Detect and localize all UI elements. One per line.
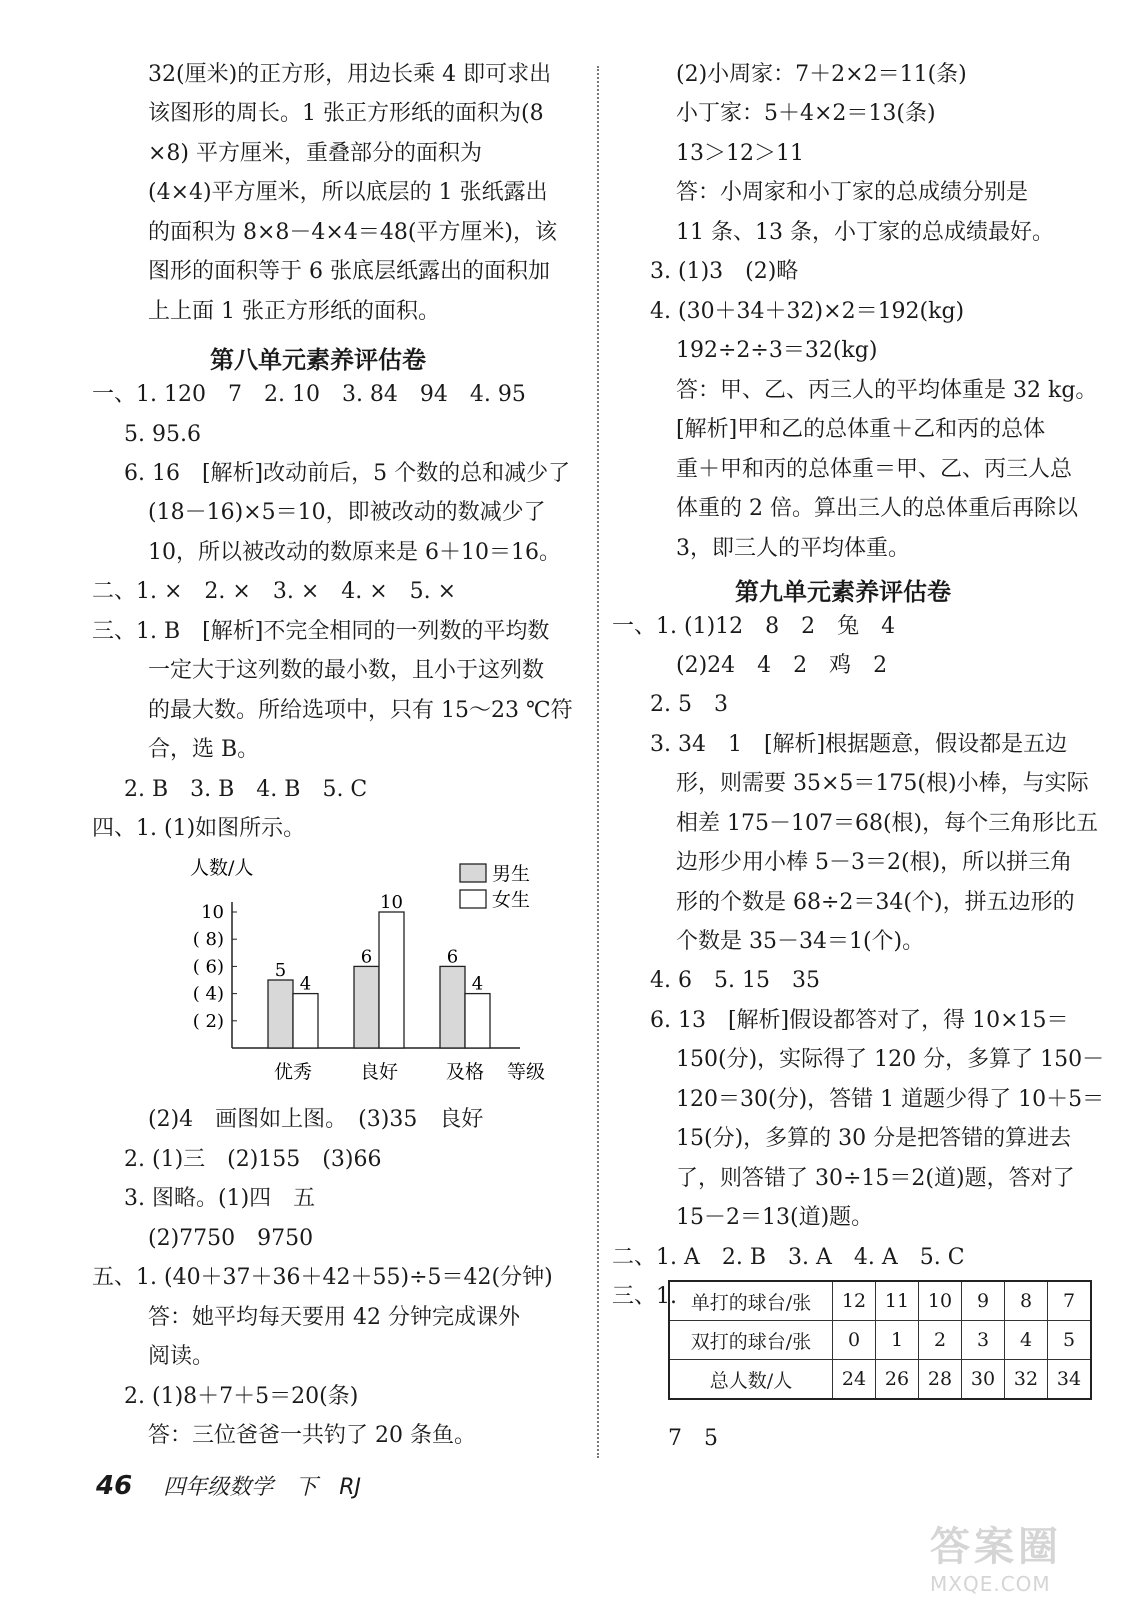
answer-line: 五、1. (40＋37＋36＋42＋55)÷5＝42(分钟) [92, 1265, 553, 1290]
answer-line: (2)24 4 2 鸡 2 [676, 653, 888, 678]
y-tick-label: ( 6) [192, 956, 224, 978]
text-line: 上上面 1 张正方形纸的面积。 [148, 299, 440, 324]
answer-line: 了，则答错了 30÷15＝2(道)题，答对了 [676, 1166, 1075, 1191]
answer-line: 150(分)，实际得了 120 分，多算了 150－ [676, 1047, 1105, 1072]
answer-line: 2. (1)8＋7＋5＝20(条) [124, 1384, 359, 1409]
y-axis-label: 人数/人 [190, 857, 254, 879]
table-row [669, 1360, 1091, 1400]
row-header: 双打的球台/张 [669, 1321, 833, 1360]
table-cell: 11 [876, 1281, 919, 1321]
table-cell: 5 [1048, 1321, 1092, 1360]
row-header: 单打的球台/张 [669, 1281, 833, 1321]
table-cell: 1 [876, 1321, 919, 1360]
answer-line: 三、1. B [解析]不完全相同的一列数的平均数 [92, 619, 550, 644]
answer-line: 4. 6 5. 15 35 [650, 968, 820, 993]
text-line: 该图形的周长。1 张正方形纸的面积为(8 [148, 101, 544, 126]
text-line: 3，即三人的平均体重。 [676, 536, 910, 561]
answer-line: 阅读。 [148, 1344, 215, 1369]
answer-line: 一定大于这列数的最小数，且小于这列数 [148, 658, 545, 683]
text-line: 答：甲、乙、丙三人的平均体重是 32 kg。 [676, 378, 1098, 403]
bar-女生 [379, 912, 404, 1048]
answer-line: 一、1. 120 7 2. 10 3. 84 94 4. 95 [92, 382, 526, 407]
text-line: 4. (30＋34＋32)×2＝192(kg) [650, 299, 965, 324]
answer-line: 6. 13 [解析]假设都答对了，得 10×15＝ [650, 1008, 1069, 1033]
text-line: [解析]甲和乙的总体重＋乙和丙的总体 [676, 417, 1046, 442]
x-tick-label: 及格 [445, 1061, 485, 1083]
watermark-url: MXQE.COM [930, 1572, 1051, 1596]
answer-line: 10，所以被改动的数原来是 6＋10＝16。 [148, 540, 561, 565]
answer-line: 形的个数是 68÷2＝34(个)，拼五边形的 [676, 890, 1075, 915]
text-line: 小丁家：5＋4×2＝13(条) [676, 101, 936, 126]
text-line: 192÷2÷3＝32(kg) [676, 338, 878, 363]
bar-value-label: 6 [360, 946, 373, 968]
bar-value-label: 4 [299, 973, 312, 995]
bar-女生 [465, 994, 490, 1048]
x-tick-label: 优秀 [273, 1061, 313, 1083]
unit9-title: 第九单元素养评估卷 [735, 578, 951, 606]
text-line: 答：小周家和小丁家的总成绩分别是 [676, 180, 1029, 205]
answer-line: 3. 图略。(1)四 五 [124, 1186, 316, 1211]
bar-女生 [293, 994, 318, 1048]
text-line: 的面积为 8×8－4×4＝48(平方厘米)，该 [148, 220, 558, 245]
table-cell: 9 [962, 1281, 1005, 1321]
legend-label: 男生 [492, 863, 531, 885]
bar-男生 [268, 980, 293, 1048]
answer-line: 相差 175－107＝68(根)，每个三角形比五 [676, 811, 1099, 836]
table-cell: 3 [962, 1321, 1005, 1360]
page-footer [96, 1470, 361, 1501]
y-tick-label: 10 [201, 902, 224, 923]
bar-value-label: 5 [274, 960, 287, 981]
text-line: 13＞12＞11 [676, 141, 804, 166]
answer-line: 一、1. (1)12 8 2 兔 4 [612, 614, 896, 639]
answer-line: 15(分)，多算的 30 分是把答错的算进去 [676, 1126, 1072, 1151]
answer-line: 二、1. A 2. B 3. A 4. A 5. C [612, 1245, 965, 1270]
answer-line: 5. 95.6 [124, 422, 201, 447]
table-cell: 4 [1005, 1321, 1048, 1360]
text-line: 32(厘米)的正方形，用边长乘 4 即可求出 [148, 62, 552, 87]
legend-label: 女生 [492, 889, 531, 911]
text-line: (2)小周家：7＋2×2＝11(条) [676, 62, 967, 87]
row-header: 总人数/人 [669, 1360, 833, 1400]
answer-line: (2)7750 9750 [148, 1226, 314, 1251]
text-line: (4×4)平方厘米，所以底层的 1 张纸露出 [148, 180, 548, 205]
answer-line: 2. (1)三 (2)155 (3)66 [124, 1147, 382, 1172]
answer-line: 120＝30(分)，答错 1 道题少得了 10＋5＝ [676, 1087, 1105, 1112]
text-line: 体重的 2 倍。算出三人的总体重后再除以 [676, 496, 1078, 521]
answer-line: 答：三位爸爸一共钓了 20 条鱼。 [148, 1423, 476, 1448]
unit8-title: 第八单元素养评估卷 [210, 346, 426, 374]
answer-line: (18－16)×5＝10，即被改动的数减少了 [148, 500, 546, 525]
answer-line: 个数是 35－34＝1(个)。 [676, 929, 925, 954]
legend-swatch [460, 864, 486, 882]
table-cell: 30 [962, 1360, 1005, 1400]
answer-line: 答：她平均每天要用 42 分钟完成课外 [148, 1305, 520, 1330]
answer-line: 的最大数。所给选项中，只有 15～23 ℃符 [148, 698, 573, 723]
table-cell: 32 [1005, 1360, 1048, 1400]
table-cell: 7 [1048, 1281, 1092, 1321]
answer-line: 边形少用小棒 5－3＝2(根)，所以拼三角 [676, 850, 1073, 875]
table-tennis-table [668, 1280, 1092, 1400]
answer-line: 三、1. [612, 1284, 677, 1309]
y-tick-label: ( 8) [192, 929, 224, 951]
watermark-text: 答案圈 [930, 1524, 1062, 1570]
watermark-logo [930, 1515, 1120, 1596]
answer-line: 二、1. × 2. × 3. × 4. × 5. × [92, 579, 457, 604]
y-tick-label: ( 2) [192, 1010, 224, 1032]
bar-value-label: 6 [446, 946, 459, 968]
table-cell: 26 [876, 1360, 919, 1400]
table-cell: 10 [919, 1281, 962, 1321]
x-tick-label: 良好 [359, 1061, 399, 1083]
footer-label: 四年级数学 下 RJ [163, 1475, 361, 1500]
table-cell: 24 [833, 1360, 876, 1400]
text-line: 图形的面积等于 6 张底层纸露出的面积加 [148, 259, 550, 284]
text-line: 3. (1)3 (2)略 [650, 259, 799, 284]
table-row [669, 1321, 1091, 1360]
table-cell: 8 [1005, 1281, 1048, 1321]
table-cell: 12 [833, 1281, 876, 1321]
page-number: 46 [96, 1471, 133, 1501]
bar-value-label: 10 [380, 892, 403, 913]
x-axis-label: 等级 [506, 1061, 546, 1083]
answer-line: 2. 5 3 [650, 692, 728, 717]
answer-line: 2. B 3. B 4. B 5. C [124, 777, 368, 802]
table-row [669, 1281, 1091, 1321]
answer-line: 四、1. (1)如图所示。 [92, 816, 306, 841]
answer-line: (2)4 画图如上图。 (3)35 良好 [148, 1107, 484, 1132]
y-tick-label: ( 4) [192, 983, 224, 1005]
text-line: ×8) 平方厘米，重叠部分的面积为 [148, 141, 483, 166]
table-cell: 28 [919, 1360, 962, 1400]
answer-line: 合，选 B。 [148, 737, 260, 762]
legend-swatch [460, 890, 486, 908]
answer-line: 6. 16 [解析]改动前后，5 个数的总和减少了 [124, 461, 571, 486]
table-cell: 0 [833, 1321, 876, 1360]
bar-男生 [354, 966, 379, 1048]
answer-line: 3. 34 1 [解析]根据题意，假设都是五边 [650, 732, 1068, 757]
column-divider [597, 66, 599, 1458]
bar-chart [170, 850, 570, 1090]
answer-line: 15－2＝13(道)题。 [676, 1205, 874, 1230]
answer-line: 形，则需要 35×5＝175(根)小棒，与实际 [676, 771, 1089, 796]
text-line: 11 条、13 条，小丁家的总成绩最好。 [676, 220, 1054, 245]
table-cell: 34 [1048, 1360, 1092, 1400]
bar-value-label: 4 [471, 973, 484, 995]
table-cell: 2 [919, 1321, 962, 1360]
text-line: 重＋甲和丙的总体重＝甲、乙、丙三人总 [676, 457, 1073, 482]
answer-line: 7 5 [668, 1426, 718, 1451]
bar-男生 [440, 966, 465, 1048]
